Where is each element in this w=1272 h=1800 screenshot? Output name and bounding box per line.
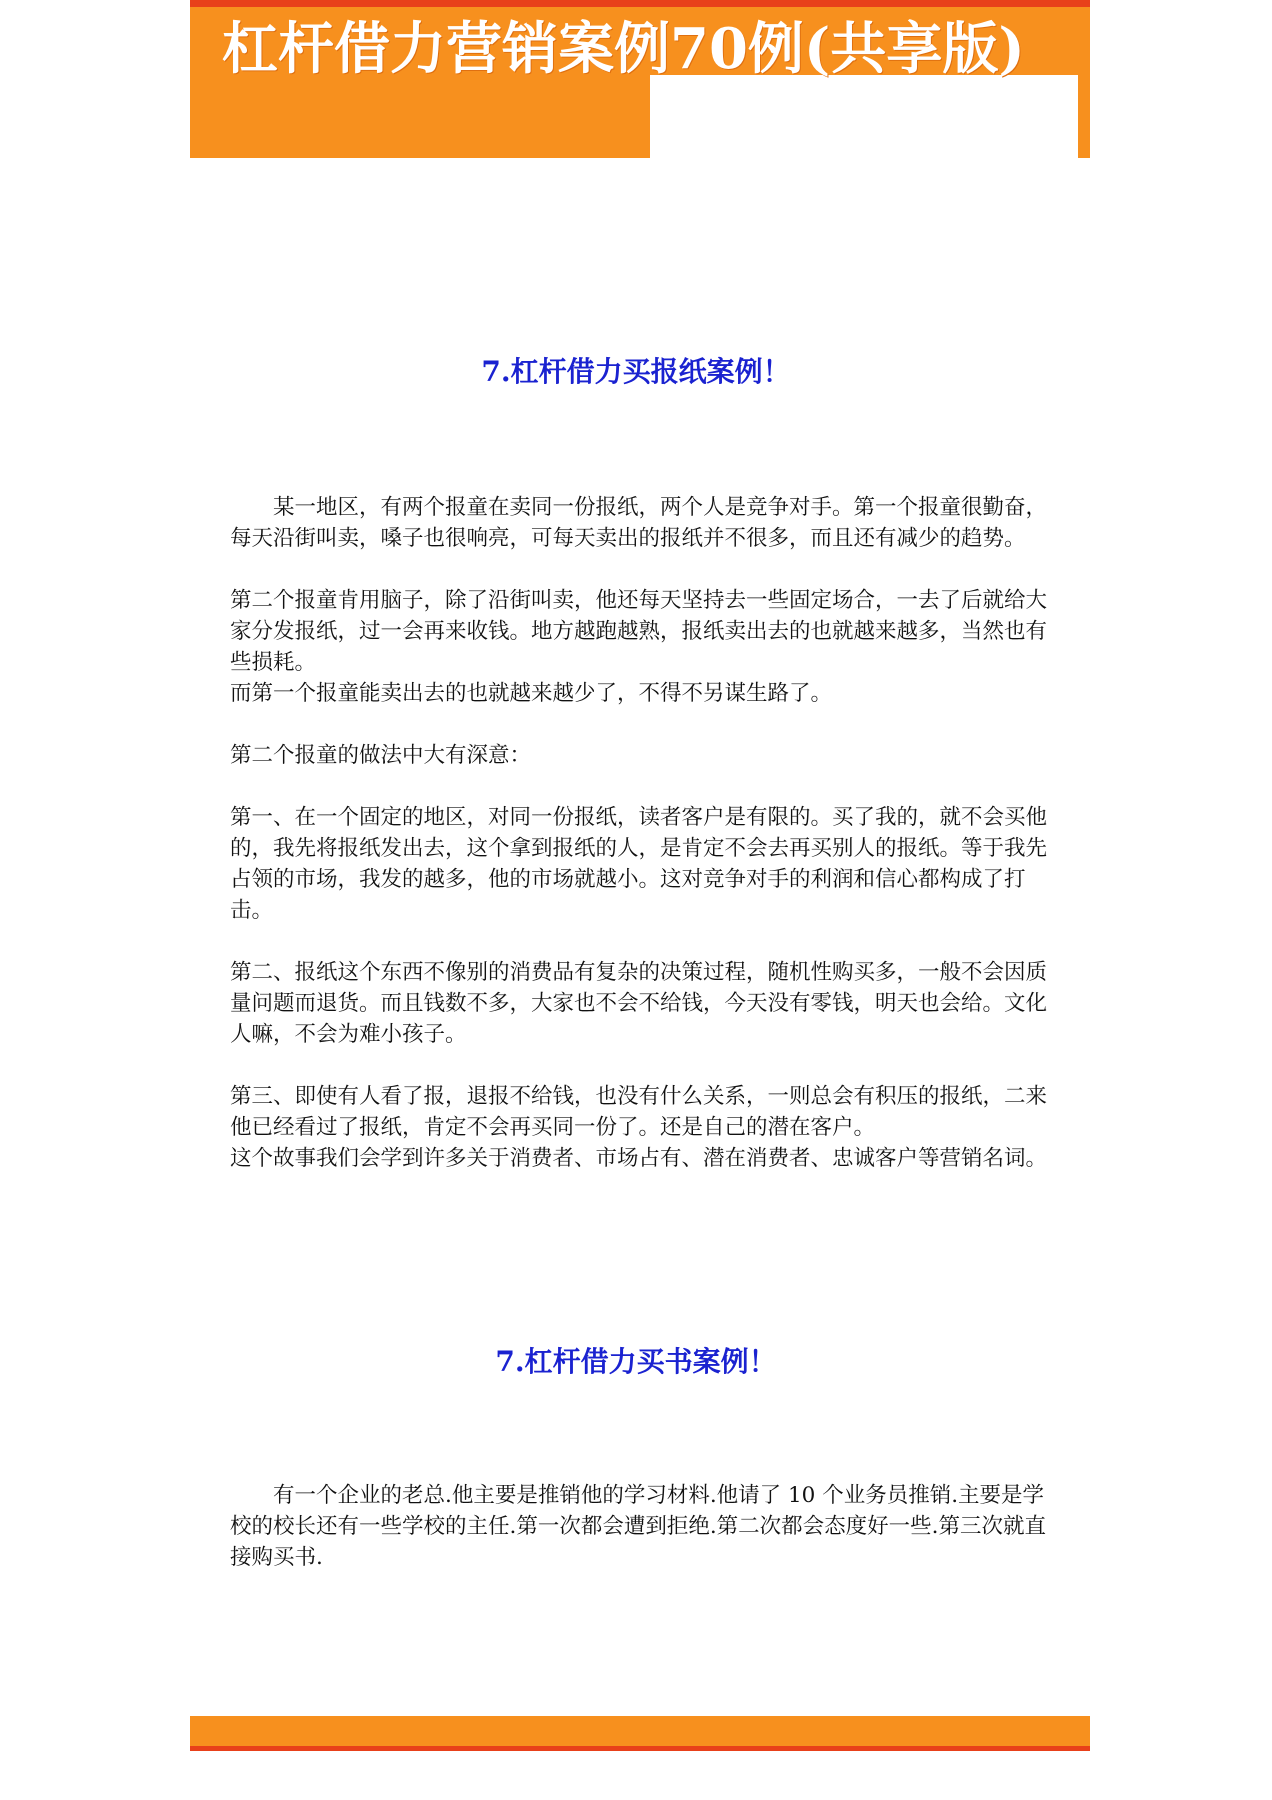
section-body-book [230, 1480, 1050, 1604]
header-orange-edge [1078, 7, 1090, 158]
paragraph: 而第一个报童能卖出去的也就越来越少了，不得不另谋生路了。 [230, 681, 833, 706]
paragraph: 第二个报童的做法中大有深意： [230, 743, 532, 768]
paragraph: 某一地区，有两个报童在卖同一份报纸，两个人是竞争对手。第一个报童很勤奋，每天沿街叫卖，嗓子也很响亮，可每天卖出的报纸并不很多，而且还有减少的趋势。 [230, 495, 1048, 551]
paragraph: 第二个报童肯用脑子，除了沿街叫卖，他还每天坚持去一些固定场合，一去了后就给大家分发报纸，过一会再来收钱。地方越跑越熟，报纸卖出去的也就越来越多，当然也有些损耗。 [230, 588, 1048, 675]
paragraph: 第二、报纸这个东西不像别的消费品有复杂的决策过程，随机性购买多，一般不会因质量问题而退货。而且钱数不多，大家也不会不给钱，今天没有零钱，明天也会给。文化人嘛，不会为难小孩子。 [230, 960, 1048, 1047]
footer-line [190, 1746, 1090, 1751]
section-title-book: 7.杠杆借力买书案例！ [495, 1345, 777, 1378]
paragraph: 这个故事我们会学到许多关于消费者、市场占有、潜在消费者、忠诚客户等营销名词。 [230, 1146, 1048, 1171]
header-banner [190, 0, 1090, 158]
document-title: 杠杆借力营销案例70例(共享版) [222, 16, 1025, 82]
header-top-line [190, 0, 1090, 7]
paragraph: 第一、在一个固定的地区，对同一份报纸，读者客户是有限的。买了我的，就不会买他的，我先将报纸发出去，这个拿到报纸的人，是肯定不会去再买别人的报纸。等于我先占领的市场，我发的越多，他的市场就越小。这对竞争对手的利润和信心都构成了打击。 [230, 805, 1048, 923]
section-body-newspaper [230, 492, 1050, 1205]
paragraph: 有一个企业的老总.他主要是推销他的学习材料.他请了 10 个业务员推销.主要是学校的校长还有一些学校的主任.第一次都会遭到拒绝.第二次都会态度好一些.第三次就直接购买书. [230, 1483, 1047, 1570]
paragraph: 第三、即使有人看了报，退报不给钱，也没有什么关系，一则总会有积压的报纸，二来他已经看过了报纸，肯定不会再买同一份了。还是自己的潜在客户。 [230, 1084, 1048, 1140]
section-title-newspaper: 7.杠杆借力买报纸案例！ [481, 355, 791, 388]
footer-bar [190, 1716, 1090, 1746]
